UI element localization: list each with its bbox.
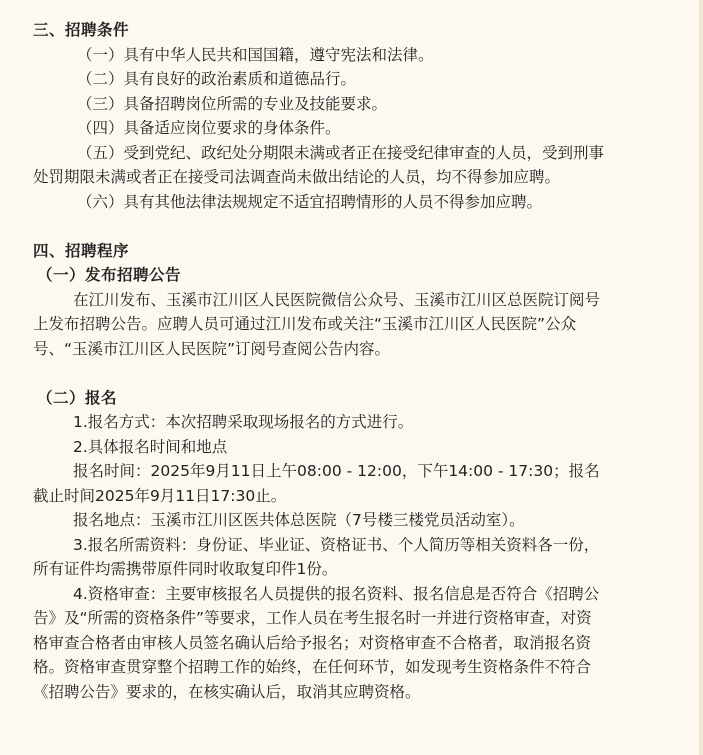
section-3-heading: 三、招聘条件 bbox=[33, 21, 130, 39]
required-materials: 3.报名所需资料：身份证、毕业证、资格证书、个人简历等相关资料各一份， bbox=[73, 535, 600, 554]
condition-item-5: （五）受到党纪、政纪处分期限未满或者正在接受纪律审查的人员，受到刑事 bbox=[77, 143, 605, 162]
condition-item-2: （二）具有良好的政治素质和道德品行。 bbox=[77, 70, 357, 88]
announcement-paragraph-line: 号、“玉溪市江川区人民医院”订阅号查阅公告内容。 bbox=[33, 339, 391, 358]
spacer bbox=[33, 361, 673, 386]
announcement-paragraph-line: 上发布招聘公告。应聘人员可通过江川发布或关注“玉溪市江川区人民医院”公众 bbox=[33, 315, 577, 333]
subsection-registration-heading: （二）报名 bbox=[37, 388, 118, 407]
qualification-review-continued: 格。资格审查贯穿整个招聘工作的始终，在任何环节，如发现考生资格条件不符合 bbox=[33, 658, 592, 676]
qualification-review-continued: 格审查合格者由审核人员签名确认后给予报名；对资格审查不合格者，取消报名资 bbox=[33, 633, 592, 652]
announcement-paragraph-line: 在江川发布、玉溪市江川区人民医院微信公众号、玉溪市江川区总医院订阅号 bbox=[73, 290, 601, 309]
condition-item-6: （六）具有其他法律法规规定不适宜招聘情形的人员不得参加应聘。 bbox=[77, 192, 543, 211]
condition-item-5-continued: 处罚期限未满或者正在接受司法调查尚未做出结论的人员，均不得参加应聘。 bbox=[33, 168, 561, 186]
condition-item-3: （三）具备招聘岗位所需的专业及技能要求。 bbox=[77, 94, 388, 113]
condition-item-4: （四）具备适应岗位要求的身体条件。 bbox=[77, 119, 341, 137]
qualification-review-continued: 《招聘公告》要求的，在核实确认后，取消其应聘资格。 bbox=[33, 682, 421, 701]
registration-location: 报名地点：玉溪市江川区医共体总医院（7号楼三楼党员活动室）。 bbox=[73, 511, 525, 529]
subsection-announcement-heading: （一）发布招聘公告 bbox=[37, 266, 182, 284]
registration-time: 报名时间：2025年9月11日上午08:00 - 12:00，下午14:00 - 17:30；报名 bbox=[73, 462, 600, 480]
condition-item-1: （一）具有中华人民共和国国籍，遵守宪法和法律。 bbox=[77, 45, 434, 64]
required-materials-continued: 所有证件均需携带原件同时收取复印件1份。 bbox=[33, 560, 338, 578]
spacer bbox=[33, 214, 673, 239]
registration-deadline: 截止时间2025年9月11日17:30止。 bbox=[33, 486, 287, 505]
page-edge-divider bbox=[699, 0, 703, 755]
registration-time-place-heading: 2.具体报名时间和地点 bbox=[73, 437, 228, 456]
qualification-review-continued: 告》及“所需的资格条件”等要求，工作人员在考生报名时一并进行资格审查，对资 bbox=[33, 609, 592, 627]
qualification-review: 4.资格审查：主要审核报名人员提供的报名资料、报名信息是否符合《招聘公 bbox=[73, 584, 600, 603]
section-4-heading: 四、招聘程序 bbox=[33, 241, 130, 260]
registration-method: 1.报名方式：本次招聘采取现场报名的方式进行。 bbox=[73, 413, 414, 431]
